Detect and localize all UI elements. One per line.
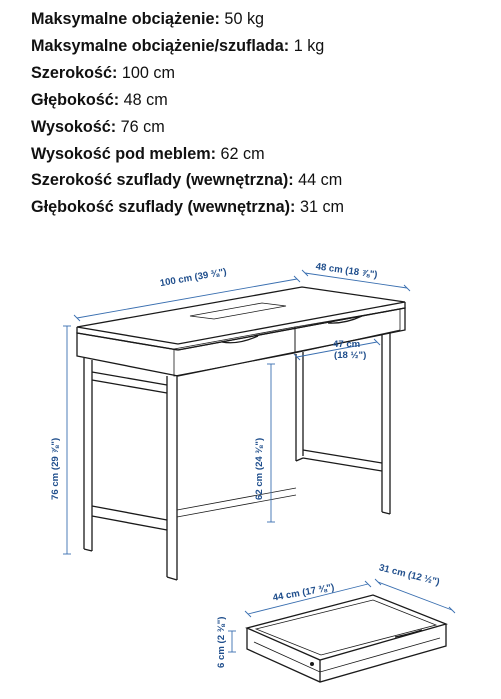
spec-label: Szerokość szuflady (wewnętrzna): — [31, 171, 294, 190]
spec-value: 100 cm — [117, 63, 175, 82]
dim-width-label: 100 cm (39 ⅜") — [159, 266, 228, 290]
dim-height-label: 76 cm (29 ⅞") — [50, 437, 61, 500]
spec-value: 76 cm — [116, 117, 165, 136]
spec-value: 50 kg — [219, 10, 265, 28]
dim-inner-width-cm: 47 cm — [333, 339, 361, 350]
spec-value: 1 kg — [289, 36, 325, 55]
dim-drawer-height-label: 6 cm (2 ⅜") — [216, 616, 227, 668]
spec-label: Maksymalne obciążenie: — [31, 10, 220, 28]
desk-dimensions — [50, 261, 410, 554]
dim-under-height-label: 62 cm (24 ⅜") — [254, 437, 265, 500]
spec-label: Wysokość: — [31, 117, 117, 136]
spec-value: 48 cm — [119, 90, 168, 109]
drawer-illustration — [247, 595, 446, 682]
dim-depth-label: 48 cm (18 ⅞") — [314, 261, 379, 281]
desk-illustration — [77, 287, 405, 580]
dim-drawer-width-label: 44 cm (17 ⅜") — [272, 582, 336, 604]
spec-value: 44 cm — [293, 171, 343, 190]
spec-value: 62 cm — [216, 144, 265, 163]
spec-label: Głębokość szuflady (wewnętrzna): — [31, 198, 296, 217]
spec-label: Szerokość: — [31, 63, 118, 82]
spec-label: Głębokość: — [31, 90, 120, 109]
drawer-dimensions — [216, 562, 455, 668]
spec-label: Maksymalne obciążenie/szuflada: — [31, 36, 290, 55]
spec-label: Wysokość pod meblem: — [31, 144, 217, 163]
spec-value: 31 cm — [295, 198, 345, 217]
dim-drawer-depth-label: 31 cm (12 ½") — [377, 562, 441, 589]
dim-inner-width-in: (18 ½") — [334, 350, 367, 361]
